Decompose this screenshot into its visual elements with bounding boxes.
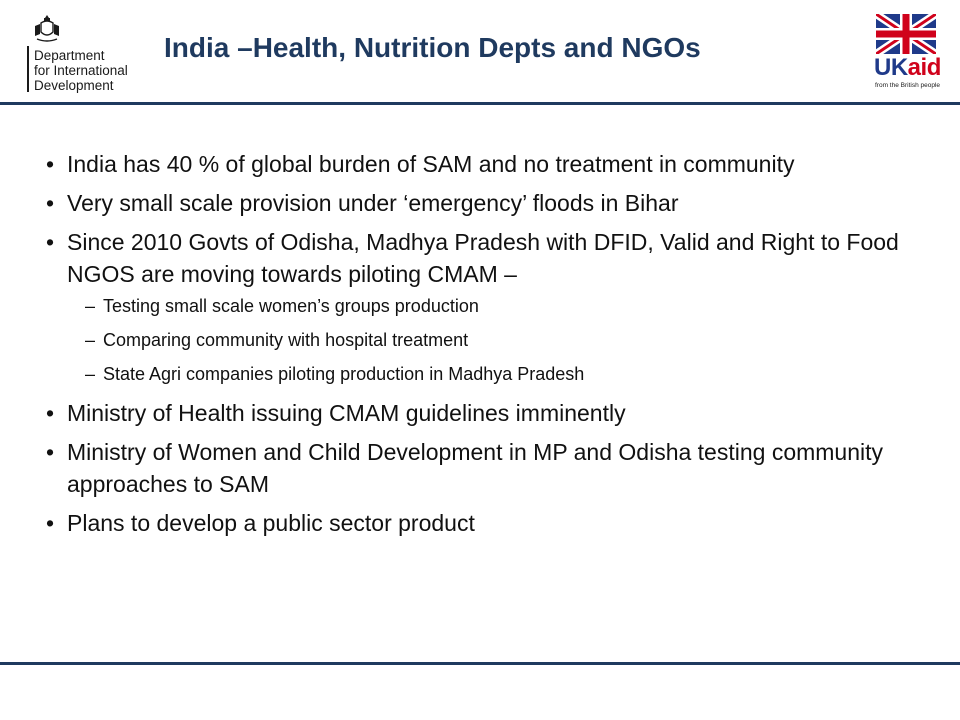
bullet-dot: • xyxy=(46,229,55,255)
bullet-dot: • xyxy=(46,400,55,426)
bullet-item: • Very small scale provision under ‘emergency’ floods in Bihar xyxy=(46,187,916,219)
department-line: Development xyxy=(34,78,114,93)
bullet-dot: • xyxy=(46,510,55,536)
department-line: for International xyxy=(34,63,128,78)
ukaid-logo xyxy=(872,14,940,102)
logo-rule xyxy=(27,46,29,92)
sub-bullet-dash: – xyxy=(85,330,96,350)
slide-title: India –Health, Nutrition Depts and NGOs xyxy=(164,32,701,63)
footer-divider xyxy=(0,662,960,665)
royal-crest-icon xyxy=(32,14,62,44)
sub-bullet-item: – Testing small scale women’s groups production xyxy=(85,296,479,316)
bullet-item: • Ministry of Health issuing CMAM guidelines imminently xyxy=(46,397,916,429)
dfid-logo xyxy=(22,14,162,96)
bullet-item: • India has 40 % of global burden of SAM and no treatment in community xyxy=(46,148,916,180)
sub-bullet-list xyxy=(46,295,916,386)
bullet-dot: • xyxy=(46,190,55,216)
sub-bullet-item: – Comparing community with hospital treatment xyxy=(85,330,469,350)
sub-bullet-dash: – xyxy=(85,296,96,316)
sub-bullet-dash: – xyxy=(85,364,96,384)
bullet-item: • Ministry of Women and Child Development in MP and Odisha testing community approaches to SAM xyxy=(46,436,916,500)
ukaid-tagline: from the British people xyxy=(875,82,941,89)
bullet-item: • Plans to develop a public sector product xyxy=(46,507,916,539)
ukaid-wordmark: UKaid xyxy=(874,54,941,81)
header-divider xyxy=(0,102,960,105)
bullet-item: • Since 2010 Govts of Odisha, Madhya Pradesh with DFID, Valid and Right to Food NGOS are moving towards piloting CMAM – xyxy=(46,226,916,290)
union-jack-icon xyxy=(876,14,936,54)
department-name xyxy=(34,48,128,93)
bullet-list xyxy=(46,148,916,546)
department-line: Department xyxy=(34,48,105,63)
bullet-dot: • xyxy=(46,439,55,465)
sub-bullet-item: – State Agri companies piloting production in Madhya Pradesh xyxy=(85,364,585,384)
bullet-dot: • xyxy=(46,151,55,177)
